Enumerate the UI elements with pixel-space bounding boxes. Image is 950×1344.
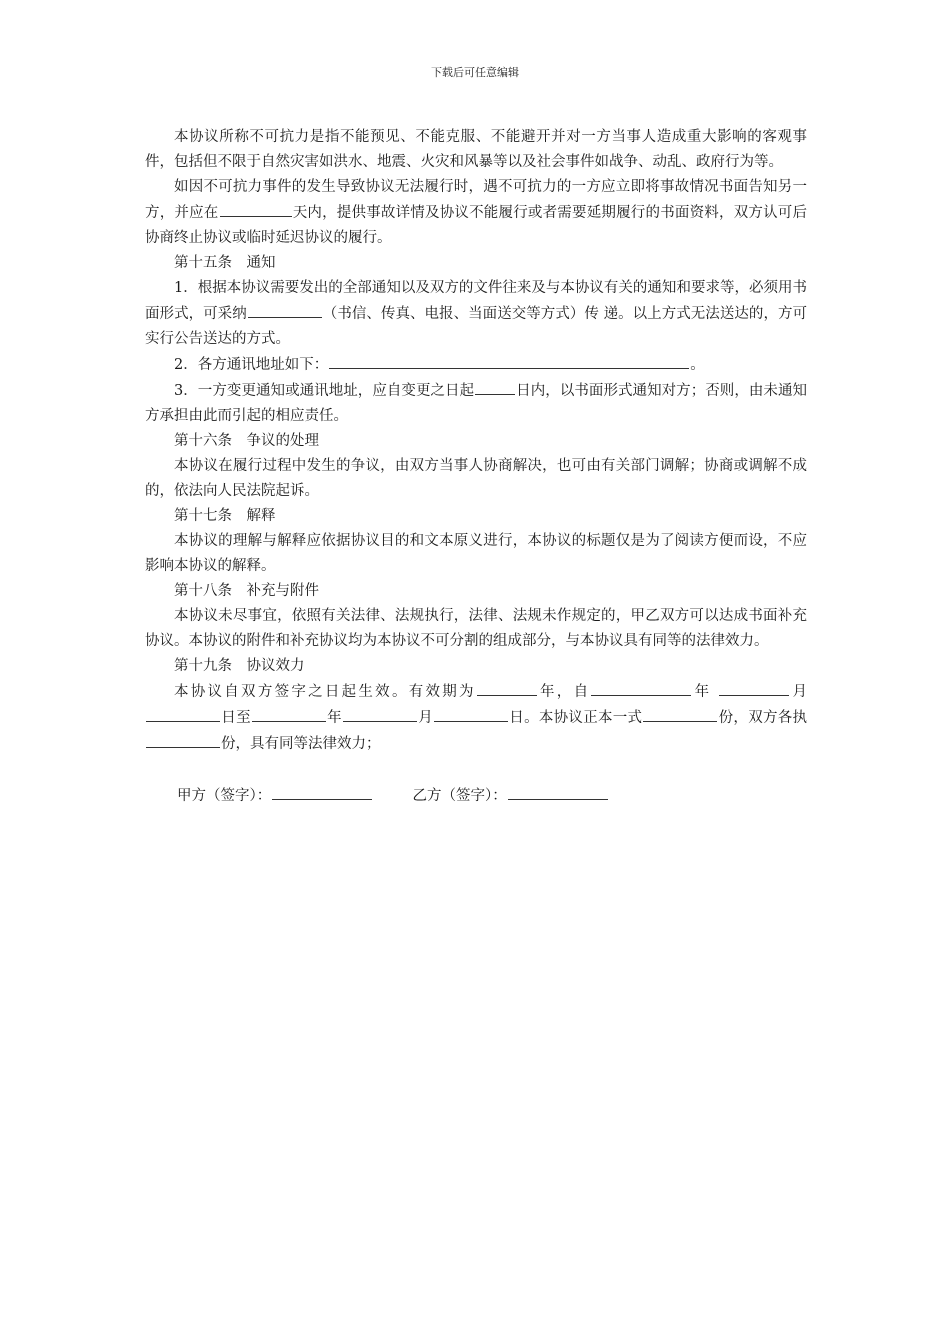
party-a-signature-field[interactable] — [272, 783, 372, 800]
paragraph-force-majeure-notice: 如因不可抗力事件的发生导致协议无法履行时，遇不可抗力的一方应立即将事故情况书面告知另一方，并应在 天内，提供事故详情及协议不能履行或者需要延期履行的书面资料，双方认可后协商终止协议或临时延迟协议的履行。 — [145, 179, 807, 246]
blank-term-years-field[interactable] — [477, 679, 537, 696]
blank-notice-method-field[interactable] — [248, 301, 322, 318]
blank-address-field[interactable] — [329, 352, 689, 369]
paragraph-force-majeure-definition: 本协议所称不可抗力是指不能预见、不能克服、不能避开并对一方当事人造成重大影响的客观事件，包括但不限于自然灾害如洪水、地震、火灾和风暴等以及社会事件如战争、动乱、政府行为等。 — [145, 129, 807, 170]
blank-end-day-field[interactable] — [434, 705, 508, 722]
paragraph-supplement: 本协议未尽事宜，依照有关法律、法规执行，法律、法规未作规定的，甲乙双方可以达成书面补充协议。本协议的附件和补充协议均为本协议不可分割的组成部分，与本协议具有同等的法律效力。 — [145, 608, 807, 649]
blank-days-field[interactable] — [220, 200, 292, 217]
blank-each-copies-field[interactable] — [146, 731, 220, 748]
blank-end-month-field[interactable] — [343, 705, 417, 722]
paragraph-interpretation: 本协议的理解与解释应依据协议目的和文本原义进行，本协议的标题仅是为了阅读方便而设，不应影响本协议的解释。 — [145, 533, 807, 574]
section-heading-19: 第十九条 协议效力 — [174, 658, 305, 674]
section-heading-15: 第十五条 通知 — [174, 255, 276, 271]
paragraph-effect: 本协议自双方签字之日起生效。有效期为 年，自 年 月日至 年 月 日。本协议正本一式 份，双方各执份，具有同等法律效力； — [145, 679, 807, 757]
document-body — [145, 125, 807, 809]
section-heading-16: 第十六条 争议的处理 — [174, 433, 319, 449]
blank-start-year-field[interactable] — [591, 679, 691, 696]
party-a-signature-label: 甲方（签字）： — [177, 788, 272, 804]
paragraph-notice-2: 2．各方通讯地址如下： 。 — [145, 352, 807, 378]
paragraph-dispute: 本协议在履行过程中发生的争议，由双方当事人协商解决，也可由有关部门调解；协商或调解不成的，依法向人民法院起诉。 — [145, 458, 807, 499]
blank-end-year-field[interactable] — [252, 705, 326, 722]
section-heading-17: 第十七条 解释 — [174, 508, 276, 524]
paragraph-notice-1: 1．根据本协议需要发出的全部通知以及双方的文件往来及与本协议有关的通知和要求等，必须用书面形式，可采纳 （书信、传真、电报、当面送交等方式）传 递。以上方式无法送达的，方可实行公告送达的方式。 — [145, 280, 808, 347]
page-header: 下载后可任意编辑 — [431, 66, 519, 79]
blank-start-day-field[interactable] — [146, 705, 220, 722]
blank-change-days-field[interactable] — [475, 378, 515, 395]
party-b-signature-field[interactable] — [508, 783, 608, 800]
party-b-signature-label: 乙方（签字）： — [412, 788, 507, 804]
paragraph-notice-3: 3．一方变更通知或通讯地址，应自变更之日起 日内，以书面形式通知对方；否则，由未通知方承担由此而引起的相应责任。 — [145, 378, 807, 429]
signature-row — [145, 783, 807, 809]
blank-start-month-field[interactable] — [719, 679, 789, 696]
blank-copies-field[interactable] — [643, 705, 717, 722]
section-heading-18: 第十八条 补充与附件 — [174, 583, 319, 599]
